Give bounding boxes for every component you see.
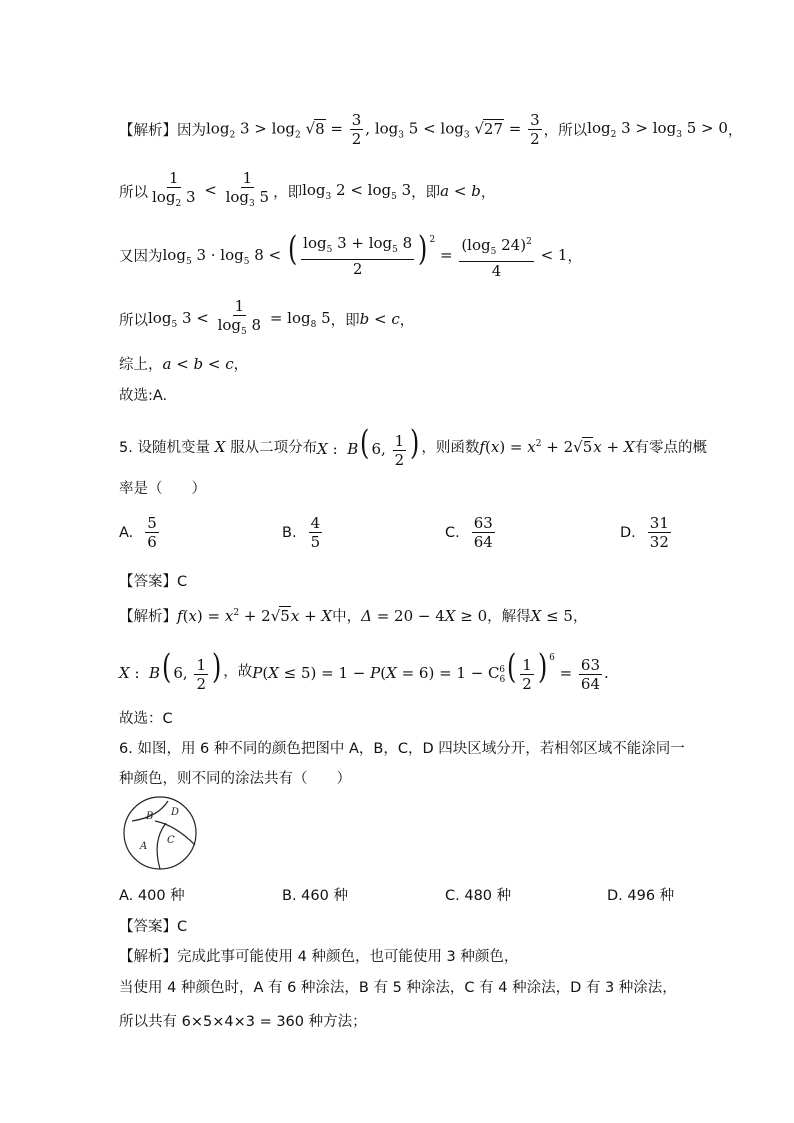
math-expression: $\log_2 3 > \log_3 5 > 0$ xyxy=(587,119,728,140)
summary-label: 综上， xyxy=(119,357,163,373)
analysis-line-1: 【解析】 因为 $\log_2 3 > \log_2 √8$ = $\frac{3}{2}$ , $\log_3 5 < \log_3 √27$ = $\frac{3}{2}$ ，所以 $\log_2 3 > \log_3 5 > 0$ ， xyxy=(119,111,743,148)
analysis-text: ，即 xyxy=(330,312,360,329)
option-a[interactable]: A. $\frac{5}{6}$ xyxy=(119,514,157,551)
question-6-stem-line-2: 种颜色，则不同的涂法共有（ ） xyxy=(119,771,351,787)
question-text: 5. 设随机变量 xyxy=(119,440,210,457)
analysis-line-2: 所以 $\frac{1}{\log_2 3}$ < $\frac{1}{\log_3 5}$ ，即 $\log_3 2 < \log_5 3$ ，即 a < b ， xyxy=(119,170,495,212)
question-6-stem-line-1: 6. 如图，用 6 种不同的颜色把图中 A，B，C，D 四块区域分开，若相邻区域不能涂同一 xyxy=(119,741,685,757)
analysis-text: 因为 xyxy=(177,123,206,139)
question-text: 率是（ ） xyxy=(119,481,206,497)
analysis-text: ，即 xyxy=(273,184,303,201)
option-a[interactable]: A. 400 种 xyxy=(119,888,185,904)
region-label-b: B xyxy=(146,811,154,822)
math-expression: X ≤ 5 xyxy=(530,606,573,625)
analysis-line: 【解析】 $f(x) = x^2 + 2√5x + X$ 中， Δ = 20 − 4X ≥ 0 ，解得 X ≤ 5 ， xyxy=(119,606,588,625)
answer-text: 故选:A. xyxy=(119,388,168,404)
analysis-line: 【解析】完成此事可能使用 4 种颜色，也可能使用 3 种颜色， xyxy=(119,949,519,965)
option-b[interactable]: B. $\frac{4}{5}$ xyxy=(282,514,321,551)
analysis-tag: 【解析】 xyxy=(119,123,177,139)
math-expression: $f(x) = x^2 + 2√5x + X$ xyxy=(177,606,333,625)
analysis-text: 所以 xyxy=(119,312,148,329)
question-5-stem-line-2 xyxy=(119,477,206,498)
math-expression: X : B( 6, $\frac{1}{2}$ ) xyxy=(317,423,420,469)
region-figure xyxy=(120,793,202,871)
math-expression: $\log_3 2 < \log_5 3$ xyxy=(302,180,412,202)
analysis-line: X : B( 6, $\frac{1}{2}$ ) ，故 $P(X \le 5) = 1 - P(X = 6) = 1 - C_6^6$( $\frac{1}{2}$ ) $^6$ = $\frac{63}{64}$ . xyxy=(119,647,609,693)
analysis-text: 所以 xyxy=(119,184,148,201)
analysis-text: 又因为 xyxy=(119,248,163,265)
region-label-d: D xyxy=(171,807,180,818)
analysis-line-5: 综上， a < b < c ， xyxy=(119,354,249,373)
math-expression: $f(x) = x^2 + 2√5x + X$ xyxy=(479,437,635,456)
option-c[interactable]: C. 480 种 xyxy=(445,888,512,904)
math-expression: Δ = 20 − 4X ≥ 0 xyxy=(361,606,488,625)
analysis-line: 所以共有 6×5×4×3 = 360 种方法； xyxy=(119,1014,367,1030)
question-text: 有零点的概 xyxy=(634,440,708,457)
math-expression: b < c xyxy=(359,310,400,328)
math-expression: X : B( 6, $\frac{1}{2}$ ) xyxy=(119,647,222,693)
answer-line: 【答案】C xyxy=(119,574,188,590)
analysis-text: ，所以 xyxy=(543,123,588,139)
analysis-line: 当使用 4 种颜色时，A 有 6 种涂法，B 有 5 种涂法，C 有 4 种涂法，D 有 3 种涂法， xyxy=(119,980,677,996)
answer-line: 【答案】C xyxy=(119,919,188,935)
analysis-line-4: 所以 $\log_5 3$ < $\frac{1}{\log_5 8}$ = $\log_8 5$ ，即 b < c ， xyxy=(119,298,414,340)
math-expression: $\log_2 3 > \log_2 √8$ = $\frac{3}{2}$ , $\log_3 5 < \log_3 √27$ = $\frac{3}{2}$ xyxy=(206,111,540,148)
math-expression: a < b < c xyxy=(162,354,234,373)
question-text: 服从二项分布 xyxy=(230,440,318,457)
region-label-a: A xyxy=(140,841,148,852)
region-label-c: C xyxy=(167,835,175,846)
math-expression: $\frac{1}{\log_2 3}$ < $\frac{1}{\log_3 5}$ xyxy=(152,169,270,209)
math-expression: $P(X \le 5) = 1 - P(X = 6) = 1 - C_6^6$( $\frac{1}{2}$ ) $^6$ = $\frac{63}{64}$ . xyxy=(252,647,609,693)
math-expression: a < b xyxy=(440,182,481,200)
question-text: ，则函数 xyxy=(421,440,480,457)
analysis-line-3: 又因为 $\log_5 3 \cdot \log_5 8$ < ( $\frac{\log_5 3 + \log_5 8}{2}$ ) $^2$ = $\frac{(\log_5 24)^2}{4}$ < 1 ， xyxy=(119,229,582,280)
answer-line xyxy=(119,384,167,405)
option-d[interactable]: D. 496 种 xyxy=(607,888,675,904)
math-expression: $\log_5 3 \cdot \log_5 8$ < ( $\frac{\log_5 3 + \log_5 8}{2}$ ) $^2$ = $\frac{(\log_5 24)^2}{4}$ < 1 xyxy=(162,229,568,280)
option-c[interactable]: C. $\frac{63}{64}$ xyxy=(445,514,493,551)
answer-line: 故选：C xyxy=(119,711,173,727)
question-5-stem-line-1: 5. 设随机变量 X 服从二项分布 X : B( 6, $\frac{1}{2}$ ) ，则函数 $f(x) = x^2 + 2√5x + X$ 有零点的概 xyxy=(119,423,708,469)
option-b[interactable]: B. 460 种 xyxy=(282,888,348,904)
option-d[interactable]: D. $\frac{31}{32}$ xyxy=(620,514,669,551)
math-expression: $\log_5 3$ < $\frac{1}{\log_5 8}$ = $\log_8 5$ xyxy=(148,297,331,337)
